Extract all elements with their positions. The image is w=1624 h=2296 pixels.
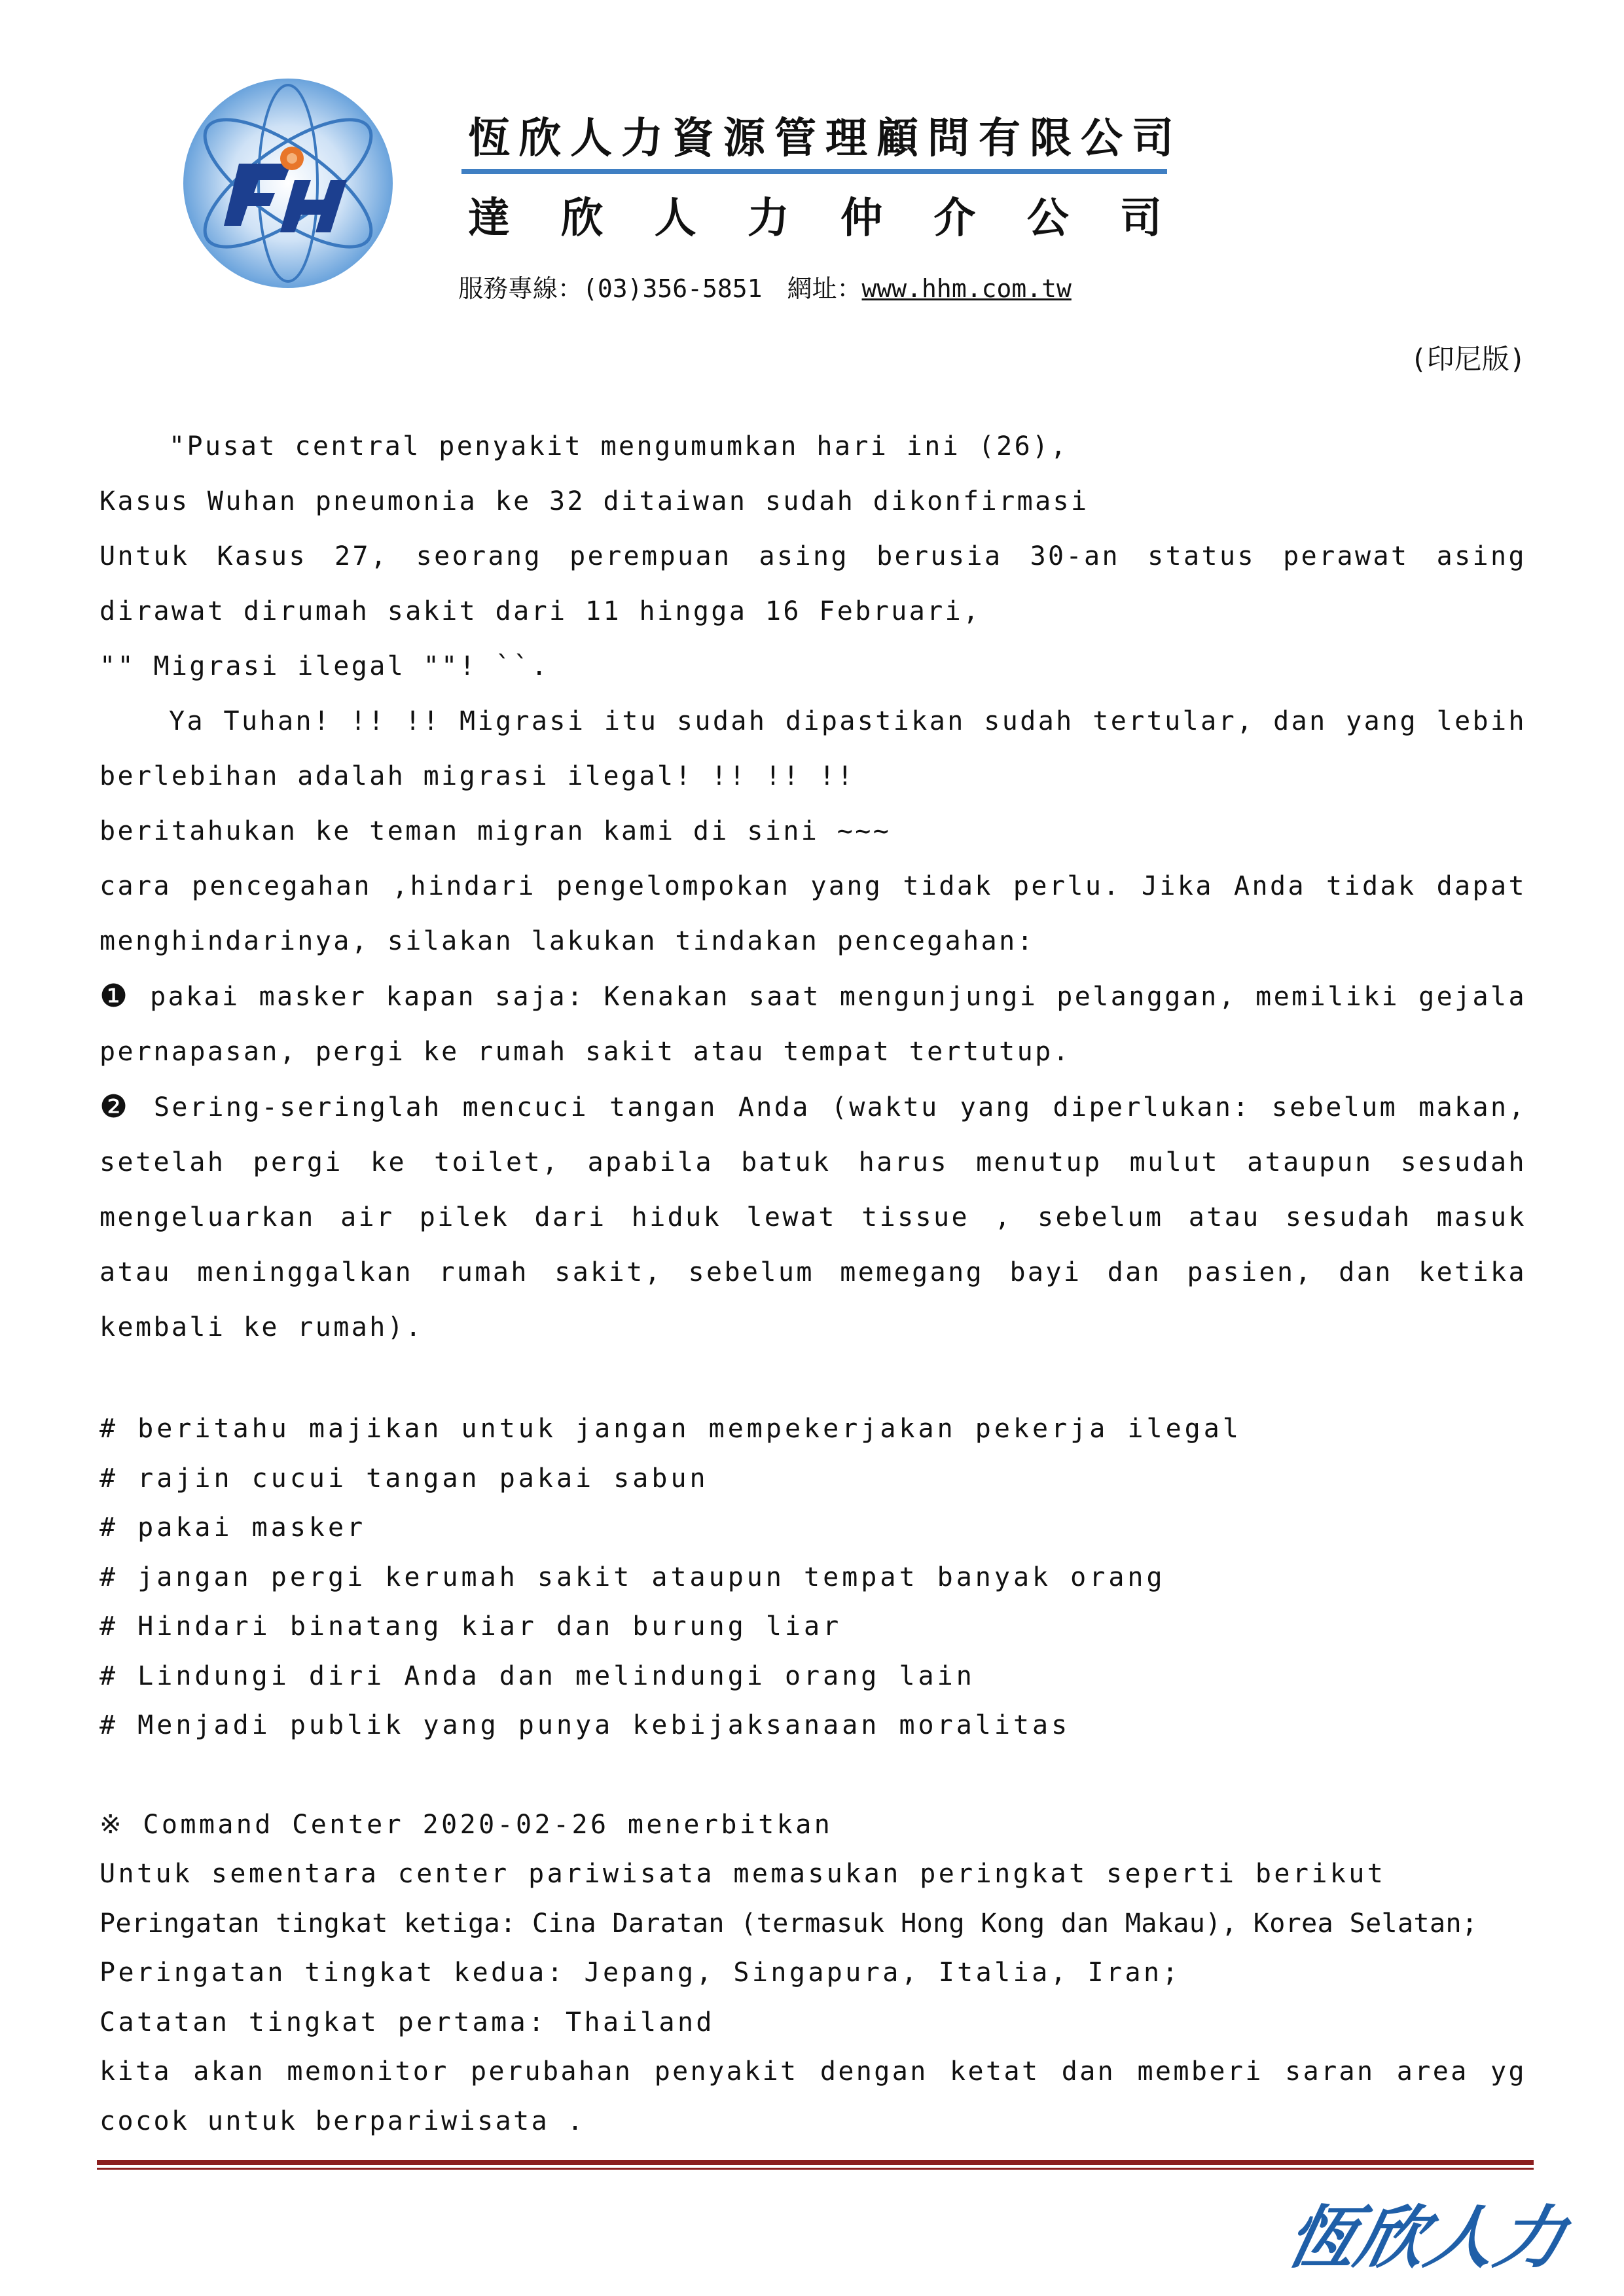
paragraph: Untuk Kasus 27, seorang perempuan asing berusia 30-an status perawat asing dirawat dirumah sakit dari 11 hingga 16 Februari, [99,541,1526,626]
paragraph: "Pusat central penyakit mengumumkan hari ini (26), [169,431,1069,461]
paragraph: cara pencegahan ,hindari pengelompokan yang tidak perlu. Jika Anda tidak dapat menghindarinya, silakan lakukan tindakan pencegahan: [99,871,1526,956]
paragraph: Ya Tuhan! !! !! Migrasi itu sudah dipastikan sudah tertular, dan yang lebih berlebihan adalah migrasi ilegal! !! !! !! [99,706,1526,791]
footer-divider-thin [97,2168,1534,2170]
bullet-paragraph [99,1079,1526,1355]
notice-line: kita akan memonitor perubahan penyakit dengan ketat dan memberi saran area yg cocok untuk berpariwisata . [99,2056,1526,2136]
hashtag-line: # Menjadi publik yang punya kebijaksanaan moralitas [99,1710,1071,1740]
contact-label: 服務專線：(03)356-5851 網址： [458,274,862,303]
contact-line [458,268,1072,304]
notice-line: Untuk sementara center pariwisata memasukan peringkat seperti berikut [99,1859,1386,1889]
company-name-secondary [468,185,1162,245]
bullet-one-icon: ❶ [99,978,132,1014]
hashtag-line: # Lindungi diri Anda dan melindungi orang lain [99,1660,975,1691]
bullet-paragraph [99,969,1526,1079]
company-name-char: 司 [1119,194,1162,243]
document-body [99,419,1526,2146]
footer-logo-text: 恆欣人力 [1280,2198,1575,2278]
hashtag-line: # beritahu majikan untuk jangan mempekerjakan pekerja ilegal [99,1414,1242,1444]
notice-heading: ※ Command Center 2020-02-26 menerbitkan [99,1809,833,1840]
hashtag-line: # jangan pergi kerumah sakit ataupun tempat banyak orang [99,1562,1166,1592]
notice-line: Catatan tingkat pertama: Thailand [99,2007,715,2037]
company-name-primary: 恆欣人力資源管理顧問有限公司 [468,114,1183,163]
website-link[interactable]: www.hhm.com.tw [861,274,1072,303]
company-name-char: 仲 [840,194,883,243]
hashtag-line: # Hindari binatang kiar dan burung liar [99,1611,842,1641]
bullet-text: pakai masker kapan saja: Kenakan saat mengunjungi pelanggan, memiliki gejala pernapasan, pergi ke rumah sakit atau tempat tertutup. [99,982,1526,1067]
notice-line: Peringatan tingkat kedua: Jepang, Singapura, Italia, Iran; [99,1958,1181,1988]
company-name-char: 力 [747,194,789,243]
notice-line: Peringatan tingkat ketiga: Cina Daratan (termasuk Hong Kong dan Makau), Korea Selatan; [99,1908,1478,1939]
bullet-text: Sering-seringlah mencuci tangan Anda (waktu yang diperlukan: sebelum makan, setelah pergi ke toilet, apabila batuk harus menutup mulut ataupun sesudah mengeluarkan air pilek dari hiduk lewat tissue , sebelum atau sesudah masuk atau meninggalkan rumah sakit, sebelum memegang bayi dan pasien, dan ketika kembali ke rumah). [99,1092,1527,1342]
company-logo-icon [177,72,399,295]
company-name-char: 公 [1026,194,1069,243]
footer-divider [97,2160,1534,2165]
footer-logo [1280,2183,1575,2278]
paragraph: "" Migrasi ilegal ""! ``. [99,651,550,681]
company-name-char: 介 [933,194,976,243]
company-name-char: 人 [654,194,696,243]
edition-label: (印尼版) [1410,343,1526,375]
paragraph: Kasus Wuhan pneumonia ke 32 ditaiwan sudah dikonfirmasi [99,486,1089,516]
company-name-char: 達 [468,194,510,243]
company-name-char: 欣 [561,194,604,243]
paragraph: beritahukan ke teman migran kami di sini ~~~ [99,816,892,846]
bullet-two-icon: ❷ [99,1088,133,1125]
hashtag-line: # pakai masker [99,1513,367,1543]
header-divider [461,169,1167,174]
hashtag-line: # rajin cucui tangan pakai sabun [99,1463,709,1494]
